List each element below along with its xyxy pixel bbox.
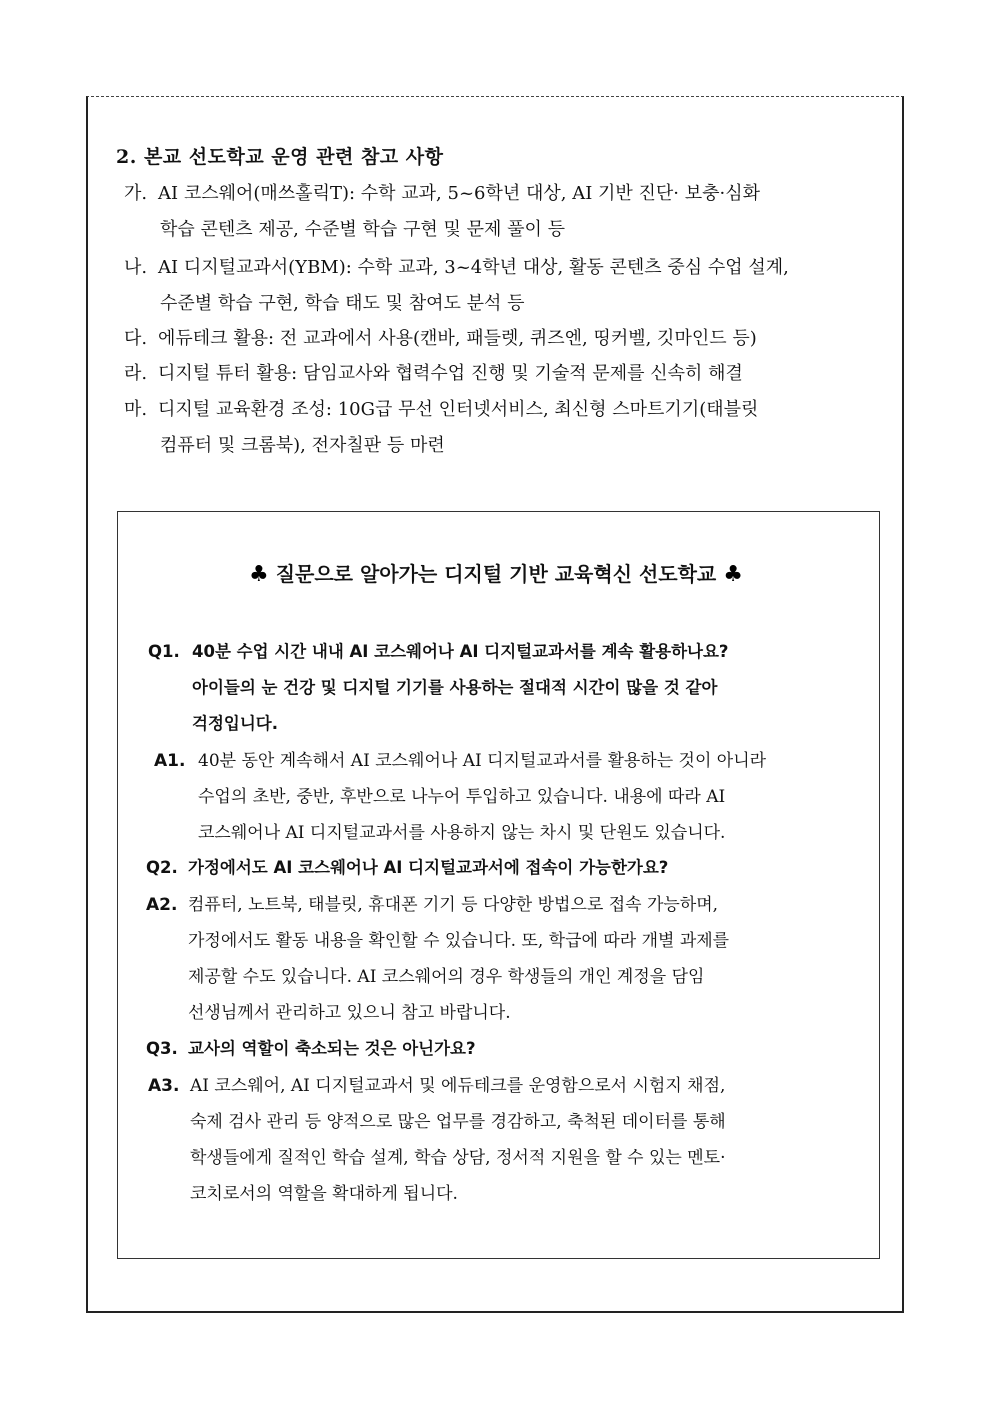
- item-text-continued: 컴퓨터 및 크롬북), 전자칠판 등 마련: [160, 435, 445, 456]
- answer-2: [146, 887, 729, 1031]
- section-title: 2. 본교 선도학교 운영 관련 참고 사항: [116, 146, 444, 168]
- answer-text-continued: 제공할 수도 있습니다. AI 코스웨어의 경우 학생들의 개인 계정을 담임: [188, 967, 705, 987]
- question-1: [148, 634, 728, 742]
- answer-text-continued: 코치로서의 역할을 확대하게 됩니다.: [190, 1184, 458, 1204]
- answer-text: 40분 동안 계속해서 AI 코스웨어나 AI 디지털교과서를 활용하는 것이 아니라: [198, 751, 767, 771]
- answer-3: [148, 1068, 726, 1212]
- qa-title: [0, 558, 992, 587]
- item-text-continued: 수준별 학습 구현, 학습 태도 및 참여도 분석 등: [160, 293, 525, 314]
- question-label: Q1.: [148, 642, 180, 661]
- club-icon: ♣: [249, 562, 269, 587]
- question-text: 40분 수업 시간 내내 AI 코스웨어나 AI 디지털교과서를 계속 활용하나요?: [192, 642, 729, 661]
- question-text-continued: 아이들의 눈 건강 및 디지털 기기를 사용하는 절대적 시간이 많을 것 같아: [192, 678, 718, 697]
- list-item: [124, 392, 876, 464]
- list-item: [124, 176, 876, 248]
- answer-label: A2.: [146, 895, 178, 915]
- list-item: [124, 250, 876, 322]
- item-text-continued: 학습 콘텐츠 제공, 수준별 학습 구현 및 문제 풀이 등: [160, 219, 565, 240]
- answer-label: A3.: [148, 1076, 180, 1096]
- item-marker: 라.: [124, 363, 148, 384]
- question-3: [146, 1031, 476, 1067]
- question-2: [146, 850, 668, 886]
- qa-title-text: 질문으로 알아가는 디지털 기반 교육혁신 선도학교: [275, 562, 717, 586]
- item-marker: 마.: [124, 399, 148, 420]
- answer-text: 컴퓨터, 노트북, 태블릿, 휴대폰 기기 등 다양한 방법으로 접속 가능하며,: [188, 895, 719, 915]
- item-marker: 다.: [124, 328, 148, 349]
- answer-1: [154, 743, 766, 851]
- item-text: 디지털 튜터 활용: 담임교사와 협력수업 진행 및 기술적 문제를 신속히 해결: [158, 363, 743, 384]
- answer-text-continued: 학생들에게 질적인 학습 설계, 학습 상담, 정서적 지원을 할 수 있는 멘토·: [190, 1148, 726, 1168]
- list-item: [124, 321, 876, 357]
- question-text-continued: 걱정입니다.: [192, 714, 278, 733]
- answer-text-continued: 가정에서도 활동 내용을 확인할 수 있습니다. 또, 학급에 따라 개별 과제를: [188, 931, 730, 951]
- answer-text-continued: 코스웨어나 AI 디지털교과서를 사용하지 않는 차시 및 단원도 있습니다.: [198, 823, 726, 843]
- answer-text: AI 코스웨어, AI 디지털교과서 및 에듀테크를 운영함으로서 시험지 채점,: [190, 1076, 726, 1096]
- list-item: [124, 356, 876, 392]
- item-text: AI 코스웨어(매쓰홀릭T): 수학 교과, 5~6학년 대상, AI 기반 진단· 보충·심화: [158, 183, 761, 204]
- answer-text-continued: 숙제 검사 관리 등 양적으로 많은 업무를 경감하고, 축척된 데이터를 통해: [190, 1112, 726, 1132]
- question-text: 교사의 역할이 축소되는 것은 아닌가요?: [188, 1039, 476, 1058]
- item-text: 디지털 교육환경 조성: 10G급 무선 인터넷서비스, 최신형 스마트기기(태블릿: [158, 399, 759, 420]
- answer-label: A1.: [154, 751, 186, 771]
- question-label: Q2.: [146, 858, 178, 877]
- question-text: 가정에서도 AI 코스웨어나 AI 디지털교과서에 접속이 가능한가요?: [188, 858, 669, 877]
- item-marker: 나.: [124, 257, 148, 278]
- answer-text-continued: 수업의 초반, 중반, 후반으로 나누어 투입하고 있습니다. 내용에 따라 AI: [198, 787, 726, 807]
- item-marker: 가.: [124, 183, 148, 204]
- question-label: Q3.: [146, 1039, 178, 1058]
- answer-text-continued: 선생님께서 관리하고 있으니 참고 바랍니다.: [188, 1003, 511, 1023]
- item-text: AI 디지털교과서(YBM): 수학 교과, 3~4학년 대상, 활동 콘텐츠 중심 수업 설계,: [158, 257, 789, 278]
- club-icon: ♣: [723, 562, 743, 587]
- item-text: 에듀테크 활용: 전 교과에서 사용(캔바, 패들렛, 퀴즈엔, 띵커벨, 깃마인드 등): [158, 328, 757, 349]
